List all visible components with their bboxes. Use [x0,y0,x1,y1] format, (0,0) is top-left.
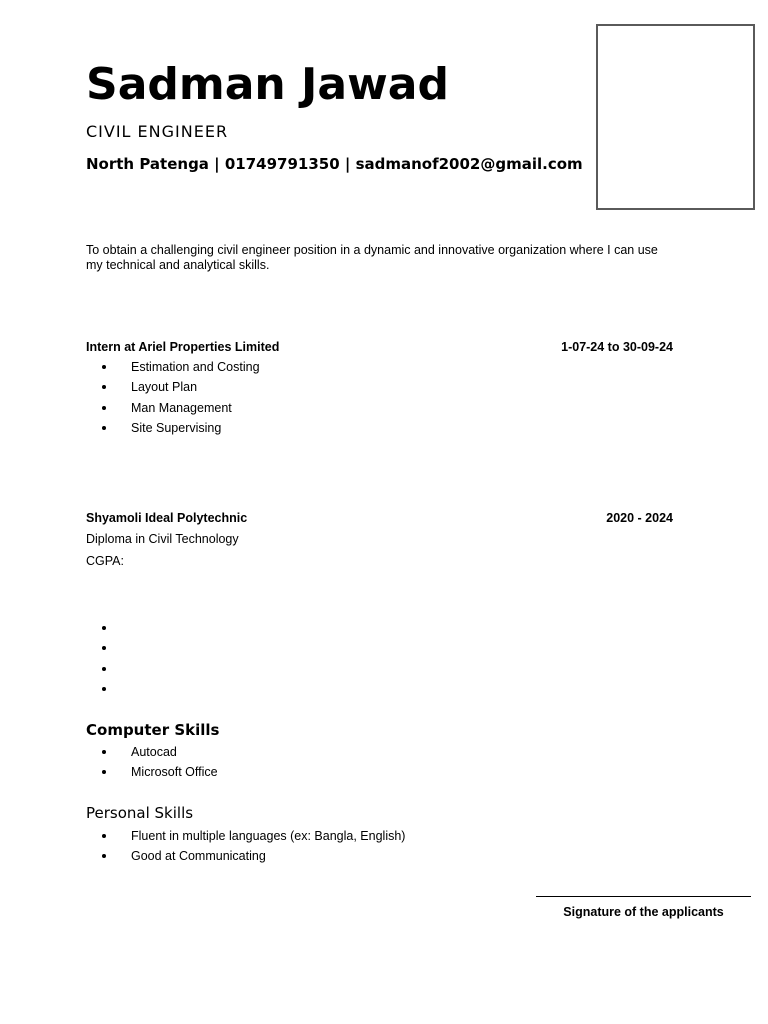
list-item-label: Layout Plan [131,380,198,395]
bullet-icon [102,626,106,630]
bullet-icon [102,365,106,369]
list-item-label: Autocad [131,745,177,759]
list-item [86,379,260,399]
list-item [86,359,260,379]
list-item-label: Microsoft Office [131,765,218,780]
experience-list [86,359,260,440]
bullet-icon [102,646,106,650]
bullet-icon [102,687,106,691]
empty-list [86,620,131,701]
personal-skills-list [86,828,405,869]
list-item [86,744,218,764]
personal-skills-heading: Personal Skills [86,804,194,822]
bullet-icon [102,426,106,430]
education-institution: Shyamoli Ideal Polytechnic [86,511,248,525]
bullet-icon [102,854,106,858]
bullet-icon [102,667,106,671]
list-item-label: Site Supervising [131,420,222,435]
candidate-name: Sadman Jawad [86,59,449,110]
signature-label: Signature of the applicants [563,905,724,919]
bullet-icon [102,770,106,774]
photo-placeholder [596,24,755,210]
list-item [86,764,218,784]
list-item-label: Good at Communicating [131,849,266,864]
list-item-label: Man Management [131,400,232,415]
education-cgpa: CGPA: [86,554,124,568]
education-degree: Diploma in Civil Technology [86,532,239,546]
objective-text: To obtain a challenging civil engineer position in a dynamic and innovative organization where I can use my technical and analytical skills. [86,243,658,272]
bullet-icon [102,385,106,389]
bullet-icon [102,834,106,838]
job-title: CIVIL ENGINEER [86,122,229,141]
experience-title: Intern at Ariel Properties Limited [86,340,280,354]
list-item [86,420,260,440]
signature-line [536,896,751,897]
list-item [86,661,131,681]
experience-dates: 1-07-24 to 30-09-24 [561,340,673,354]
list-item [86,640,131,660]
education-dates: 2020 - 2024 [606,511,673,525]
contact-info: North Patenga | 01749791350 | sadmanof2002@gmail.com [86,155,583,173]
computer-skills-heading: Computer Skills [86,721,220,739]
list-item [86,681,131,701]
list-item [86,848,405,868]
list-item [86,620,131,640]
bullet-icon [102,406,106,410]
computer-skills-list [86,744,218,785]
list-item-label: Fluent in multiple languages (ex: Bangla, English) [131,829,406,843]
list-item-label: Estimation and Costing [131,360,260,374]
bullet-icon [102,750,106,754]
list-item [86,828,405,848]
list-item [86,400,260,420]
